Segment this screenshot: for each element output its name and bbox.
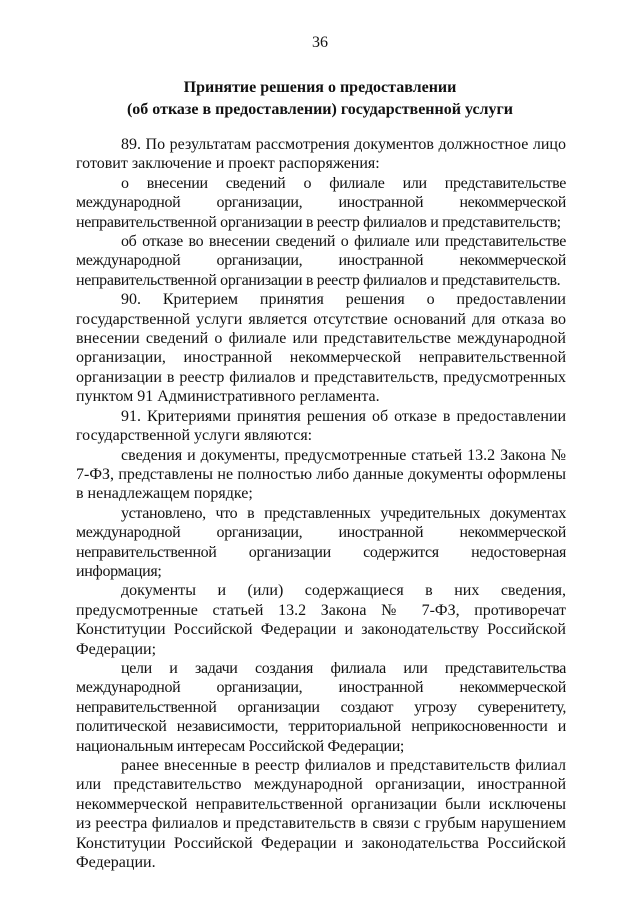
paragraph-91-item-4: цели и задачи создания филиала или представительства международной организации, иностранной некоммерческой неправительственной организации создают угрозу суверенитету, политической независимости, территориальной неприкосновенности и национальным интересам Российской Федерации; — [76, 659, 566, 755]
section-heading-line-2: (об отказе в предоставлении) государственной услуги — [126, 101, 514, 118]
paragraph-89: 89. По результатам рассмотрения документов должностное лицо готовит заключение и проект распоряжения: — [76, 136, 566, 173]
document-body — [76, 135, 566, 872]
paragraph-89-option-2: об отказе во внесении сведений о филиале или представительстве международной организации, иностранной некоммерческой неправительственной организации в реестр филиалов и представительств. — [76, 233, 566, 289]
paragraph-91-item-1: сведения и документы, предусмотренные статьей 13.2 Закона № 7-ФЗ, представлены не полностью либо данные документы оформлены в ненадлежащем порядке; — [76, 446, 566, 503]
paragraph-91: 91. Критериями принятия решения об отказе в предоставлении государственной услуги являются: — [76, 407, 566, 445]
paragraph-91-item-2: установлено, что в представленных учредительных документах международной организации, иностранной некоммерческой неправительственной организации содержится недостоверная информация; — [76, 504, 566, 580]
paragraph-89-option-1: о внесении сведений о филиале или представительстве международной организации, иностранной некоммерческой неправительственной организации в реестр филиалов и представительств; — [76, 174, 566, 231]
page-number: 36 — [312, 34, 328, 51]
paragraph-91-item-5: ранее внесенные в реестр филиалов и представительств филиал или представительство международной организации, иностранной некоммерческой неправительственной организации были исключены из реестра филиалов и представительств в связи с грубым нарушением Конституции Российской Федерации и законодательства Российской Федерации. — [76, 757, 566, 872]
section-heading-line-1: Принятие решения о предоставлении — [183, 79, 457, 96]
paragraph-90: 90. Критерием принятия решения о предоставлении государственной услуги является отсутствие оснований для отказа во внесении сведений о филиале или представительстве международной организации, иностранной некоммерческой неправительственной организации в реестр филиалов и представительств, предусмотренных пунктом 91 Административного регламента. — [76, 291, 566, 406]
section-heading — [60, 77, 580, 121]
paragraph-91-item-3: документы и (или) содержащиеся в них сведения, предусмотренные статьей 13.2 Закона № 7-ФЗ, противоречат Конституции Российской Федерации и законодательству Российской Федерации; — [76, 582, 566, 658]
